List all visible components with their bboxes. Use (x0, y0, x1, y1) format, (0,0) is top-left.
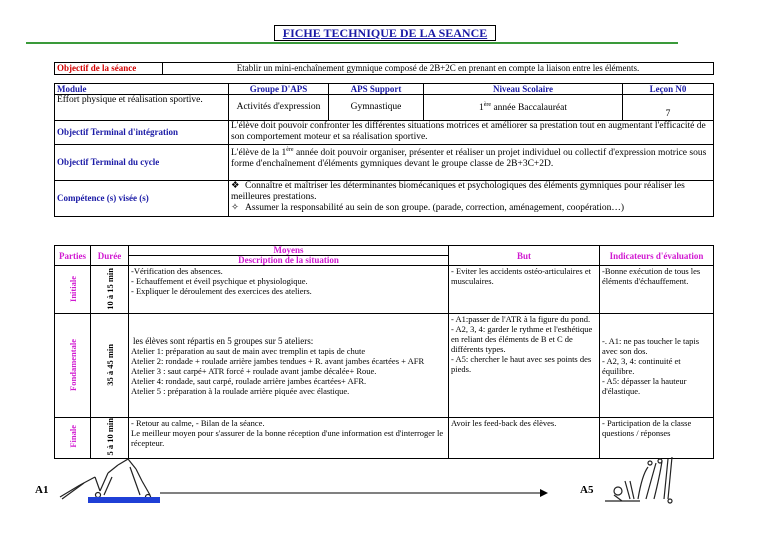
otir-text: L'élève doit pouvoir confronter les différentes situations motrices et améliorer sa prestation tout en augmentant l'efficacité de son comportement moteur et sa réalisation sportive. (229, 121, 714, 145)
objective-table (54, 62, 714, 75)
otc-label: Objectif Terminal du cycle (55, 145, 229, 181)
header-niveau: Niveau Scolaire (424, 84, 623, 95)
description-finale: - Retour au calme, - Bilan de la séance. Le meilleur moyen pour s'assurer de la bonne réception d'une information est d'interroger le récepteur. (129, 418, 449, 459)
duree-fondamentale: 35 à 45 min (91, 314, 129, 418)
but-initiale: - Eviter les accidents ostéo-articulaires et musculaires. (449, 266, 600, 314)
module-value: Effort physique et réalisation sportive. (55, 95, 229, 121)
but-fondamentale: - A1:passer de l'ATR à la figure du pond. - A2, 3, 4: garder le rythme et l'esthétique en reliant des éléments de B et C de différents types. - A5: chercher le haut avec ses points des pieds. (449, 314, 600, 418)
page-title: FICHE TECHNIQUE DE LA SEANCE (274, 25, 496, 41)
niveau-value: 1ère année Baccalauréat (424, 95, 623, 121)
lecon-value: 7 (623, 95, 714, 121)
partie-initiale: Initiale (55, 266, 91, 314)
header-duree: Durée (91, 246, 129, 266)
title-rule (26, 42, 678, 44)
header-lecon: Leçon N0 (623, 84, 714, 95)
header-but: But (449, 246, 600, 266)
otir-label: Objectif Terminal d'intégration (55, 121, 229, 145)
description-initiale: -Vérification des absences. - Echauffement et éveil psychique et physiologique. - Expliquer le déroulement des exercices des ateliers. (129, 266, 449, 314)
duree-finale: 5 à 10 min (91, 418, 129, 459)
star-bullet-icon: ✧ (231, 203, 239, 213)
info-table (54, 83, 714, 217)
header-description: Description de la situation (129, 256, 449, 266)
competence-bullet-1: ❖ Connaître et maîtriser les déterminantes biomécaniques et psychologiques des éléments gymniques pour réaliser les meilleures prestations. (231, 181, 685, 202)
partie-finale: Finale (55, 418, 91, 459)
gymnast-a5-icon (605, 457, 672, 503)
indic-initiale: -Bonne exécution de tous les éléments d'échauffement. (600, 266, 714, 314)
header-parties: Parties (55, 246, 91, 266)
diamond-bullet-icon: ❖ (231, 181, 240, 191)
figure-label-a1: A1 (35, 484, 49, 496)
partie-fondamentale: Fondamentale (55, 314, 91, 418)
competence-label: Compétence (s) visée (s) (55, 181, 229, 217)
session-table (54, 245, 714, 459)
arrow-head-icon (540, 489, 548, 497)
header-module: Module (55, 84, 229, 95)
aps-value: Gymnastique (329, 95, 424, 121)
gymnast-a1-icon (60, 459, 151, 500)
header-indicateurs: Indicateurs d'évaluation (600, 246, 714, 266)
figure-label-a5: A5 (580, 484, 594, 496)
header-groupe: Groupe D'APS (229, 84, 329, 95)
duree-initiale: 10 à 15 min (91, 266, 129, 314)
mat-bar (88, 497, 160, 503)
indic-finale: - Participation de la classe questions / réponses (600, 418, 714, 459)
but-finale: Avoir les feed-back des élèves. (449, 418, 600, 459)
competence-text (229, 181, 714, 217)
indic-fondamentale: -. A1: ne pas toucher le tapis avec son dos. - A2, 3, 4: continuité et équilibre. - A5: dépasser la hauteur d'élastique. (600, 314, 714, 418)
objective-text: Etablir un mini-enchaînement gymnique composé de 2B+2C en prenant en compte la liaison entre les éléments. (163, 63, 714, 75)
objective-label: Objectif de la séance (55, 63, 163, 75)
header-aps: APS Support (329, 84, 424, 95)
otc-text: L'élève de la 1ère année doit pouvoir organiser, présenter et réaliser un projet individuel ou collectif d'expression motrice sous forme d'enchaînement d'éléments gymniques devant le groupe classe de 2B+3C+2D. (229, 145, 714, 181)
header-moyens: Moyens (129, 246, 449, 256)
competence-bullet-2: ✧ Assumer la responsabilité au sein de son groupe. (parade, correction, aménagement, coopération…) (231, 203, 625, 213)
groupe-value: Activités d'expression (229, 95, 329, 121)
description-fondamentale: les élèves sont répartis en 5 groupes sur 5 ateliers: Atelier 1: préparation au saut de main avec tremplin et tapis de chute Atelier 2: rondade + roulade arrière jambes tendues + R. avant jambes écartées + AFR Atelier 3 : saut carpé+ ATR forcé + roulade avant jambe décalée+ Roue. Atelier 4: rondade, saut carpé, roulade arrière jambes écartées+ AFR. Atelier 5 : préparation à la roulade arrière piquée avec élastique. (129, 314, 449, 418)
gymnastics-figures (0, 455, 768, 515)
